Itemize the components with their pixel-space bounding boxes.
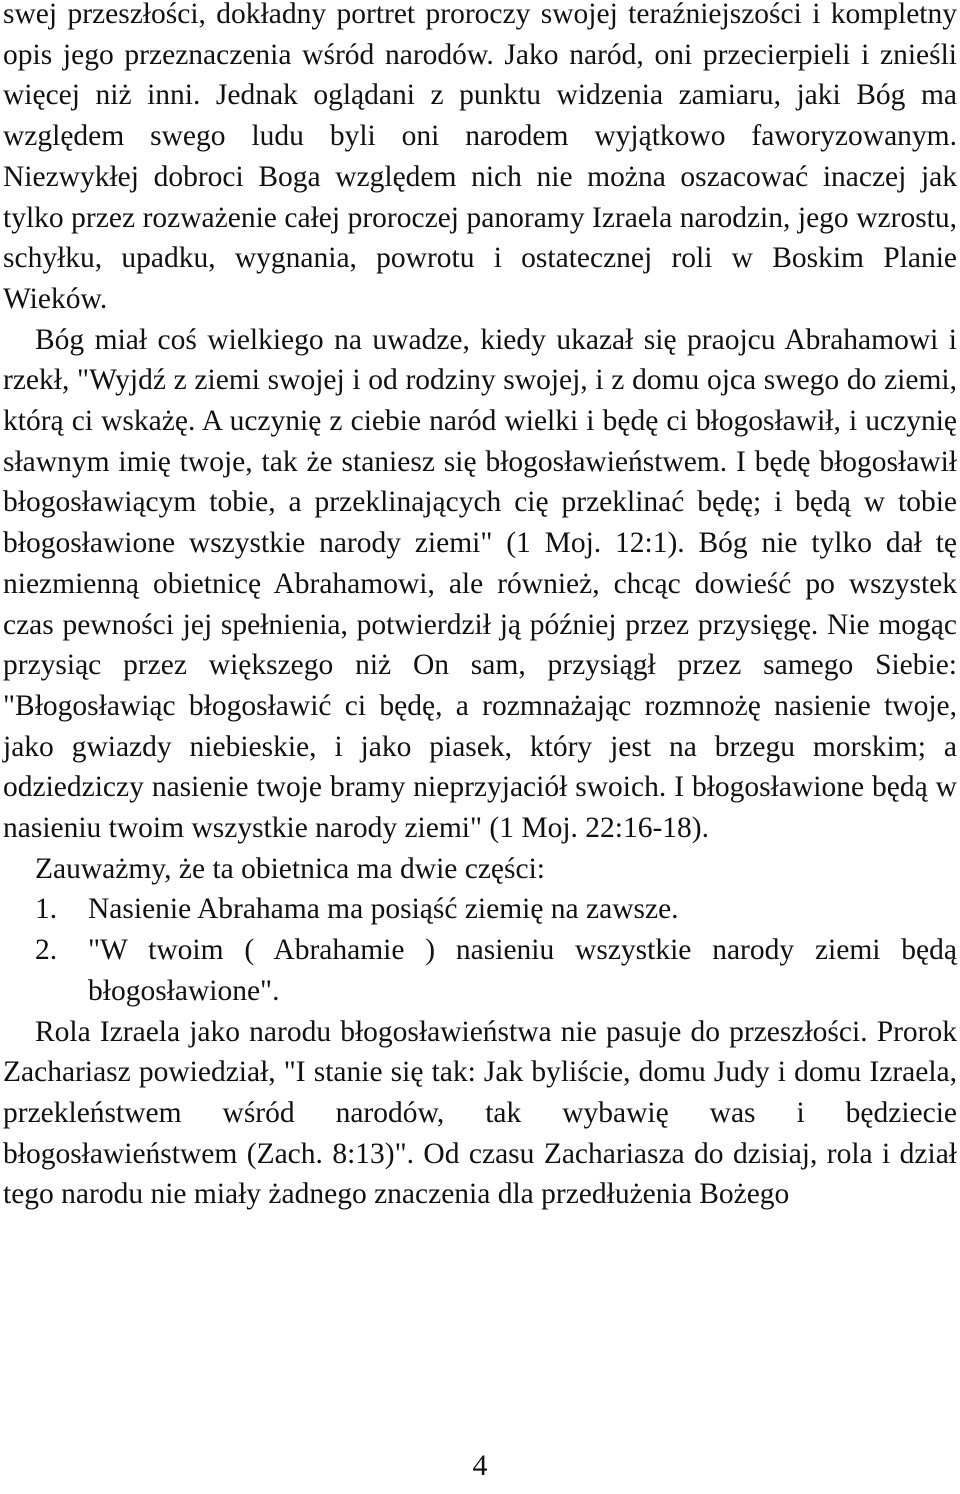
list-item-text: Nasienie Abrahama ma posiąść ziemię na zawsze. (88, 893, 679, 926)
paragraph-two-parts-intro: Zauważmy, że ta obietnica ma dwie części: (35, 852, 545, 885)
paragraph-abraham-promise: Bóg miał coś wielkiego na uwadze, kiedy ukazał się praojcu Abrahamowi i rzekł, "Wyjdź z ziemi swojej i od rodziny swojej, i z domu ojca swego do ziemi, którą ci wskażę. A uczynię z ciebie naród wielki i będę ci błogosławił, i uczynię sławnym imię twoje, tak że staniesz się błogosławieństwem. I będę błogosławił błogosławiącym tobie, a przeklinających cię przeklinać będę; i będą w tobie błogosławione wszystkie narody ziemi" (1 Moj. 12:1). Bóg nie tylko dał tę niezmienną obietnicę Abrahamowi, ale również, chcąc dowieść po wszystek czas pewności jej spełnienia, potwierdził ją później przez przysięgę. Nie mogąc przysiąc przez większego niż On sam, przysiągł przez samego Siebie: "Błogosławiąc błogosławić ci będę, a rozmnażając rozmnożę nasienie twoje, jako gwiazdy niebieskie, i jako piasek, który jest na brzegu morskim; a odziedziczy nasienie twoje bramy nieprzyjaciół swoich. I błogosławione będą w nasieniu twoim wszystkie narody ziemi" (1 Moj. 22:16-18). (3, 323, 957, 845)
list-item (3, 889, 957, 930)
list-item-number: 2. (35, 934, 58, 967)
promise-parts-list (3, 889, 957, 1011)
paragraph-israel-role: Rola Izraela jako narodu błogosławieństwa nie pasuje do przeszłości. Prorok Zachariasz powiedział, "I stanie się tak: Jak byliście, domu Judy i domu Izraela, przekleństwem wśród narodów, tak wybawię was i będziecie błogosławieństwem (Zach. 8:13)". Od czasu Zachariasza do dzisiaj, rola i dział tego narodu nie miały żadnego znaczenia dla przedłużenia Bożego (3, 1015, 957, 1211)
list-item (3, 930, 957, 1011)
body-text (3, 0, 957, 1215)
list-item-number: 1. (35, 893, 58, 926)
list-item-text: "W twoim ( Abrahamie ) nasieniu wszystkie narody ziemi będą błogosławione". (88, 934, 957, 1007)
page-number: 4 (472, 1449, 488, 1482)
paragraph-continuation: swej przeszłości, dokładny portret proroczy swojej teraźniejszości i kompletny opis jego przeznaczenia wśród narodów. Jako naród, oni przecierpieli i znieśli więcej niż inni. Jednak oglądani z punktu widzenia zamiaru, jaki Bóg ma względem swego ludu byli oni narodem wyjątkowo faworyzowanym. Niezwykłej dobroci Boga względem nich nie można oszacować inaczej jak tylko przez rozważenie całej proroczej panoramy Izraela narodzin, jego wzrostu, schyłku, upadku, wygnania, powrotu i ostatecznej roli w Boskim Planie Wieków. (3, 0, 957, 315)
